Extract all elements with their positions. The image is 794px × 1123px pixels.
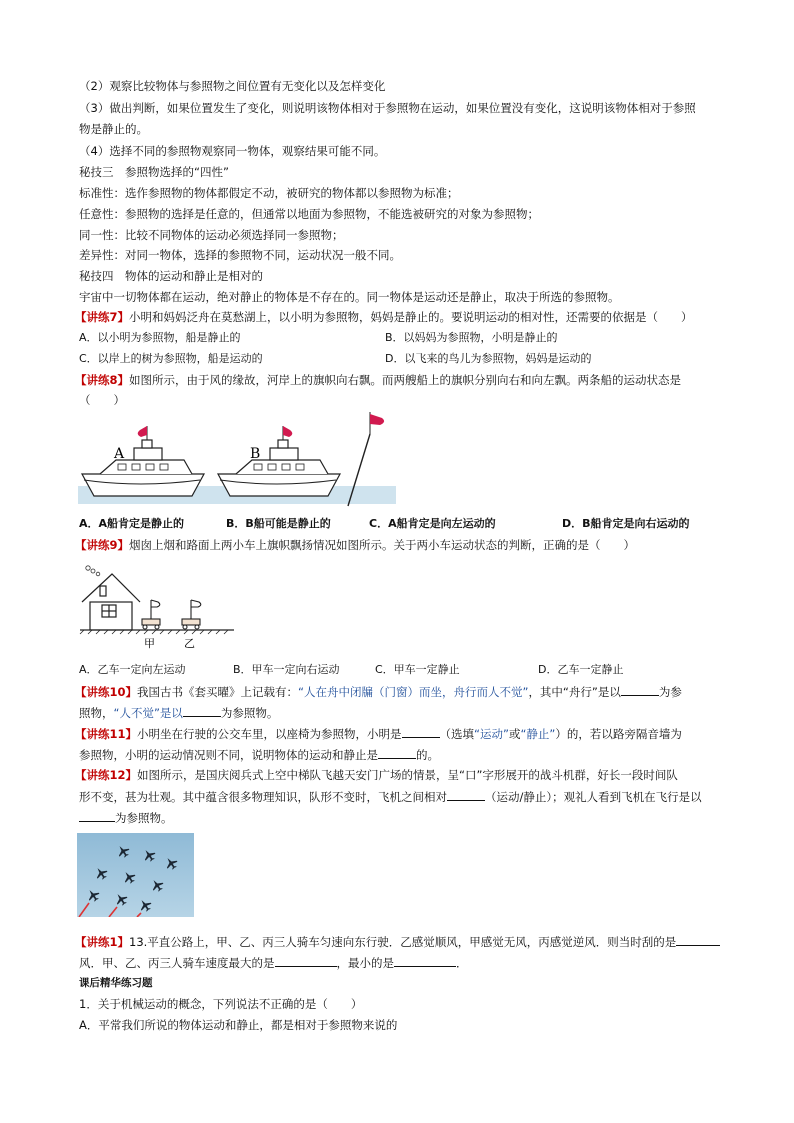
question-text: 的。 [416, 748, 439, 762]
answer-blank[interactable] [676, 933, 720, 946]
car-jia-label: 甲 [144, 637, 155, 650]
question-tag: 【讲练12】 [75, 768, 138, 782]
option-d: D．以飞来的鸟儿为参照物，妈妈是运动的 [385, 352, 592, 365]
question-text: 参照物，小明的运动情况则不同，说明物体的运动和静止是 [79, 748, 378, 762]
option-a: A．以小明为参照物，船是静止的 [79, 331, 241, 344]
question-text: 为参照物。 [115, 811, 173, 825]
answer-blank[interactable] [394, 954, 456, 967]
question-text: ）的，若以路旁隔音墙为 [555, 727, 682, 741]
text-line: 任意性：参照物的选择是任意的，但通常以地面为参照物，不能选被研究的对象为参照物； [79, 207, 539, 221]
answer-blank[interactable] [447, 788, 485, 801]
text-line: 标准性：选作参照物的物体都假定不动，被研究的物体都以参照物为标准； [79, 186, 459, 200]
quote-text: “静止” [520, 727, 556, 741]
option-c: C．A船肯定是向左运动的 [369, 517, 496, 530]
question-text: 为参 [658, 685, 682, 699]
question-text: ，其中“舟行”是以 [528, 685, 621, 699]
answer-blank[interactable] [183, 704, 221, 717]
section-heading: 秘技四 物体的运动和静止是相对的 [79, 269, 263, 283]
question-11 [75, 725, 682, 742]
question-text: 照物， [79, 706, 114, 720]
option-b: B．B船可能是静止的 [226, 517, 331, 530]
car-jia-flag [151, 600, 160, 607]
question-text: 形不变，甚为壮观。其中蕴含很多物理知识，队形不变时，飞机之间相对 [79, 790, 447, 804]
text-line: 物是静止的。 [79, 122, 148, 136]
question-text: ． [456, 956, 468, 970]
question-13-cont [79, 954, 468, 971]
option-a: A．平常我们所说的物体运动和静止，都是相对于参照物来说的 [79, 1018, 398, 1032]
option-a: A．A船肯定是静止的 [79, 517, 185, 530]
question-12 [75, 767, 678, 783]
answer-blank[interactable] [402, 725, 440, 738]
question-text: 烟囱上烟和路面上两小车上旗帜飘扬情况如图所示。关于两小车运动状态的判断，正确的是（ ） [129, 538, 636, 552]
text-line: （3）做出判断，如果位置发生了变化，则说明该物体相对于参照物在运动，如果位置没有变化，这说明该物体相对于参照 [79, 101, 696, 115]
question-text: 为参照物。 [220, 706, 279, 720]
ship-a-flag [138, 426, 147, 437]
question-8 [75, 372, 681, 388]
question-tag: 【讲练10】 [75, 685, 138, 699]
section-heading: 秘技三 参照物选择的“四性” [79, 165, 229, 179]
question-tag: 【讲练11】 [75, 727, 138, 741]
answer-blank[interactable] [79, 809, 115, 822]
exercise-heading: 课后精华练习题 [79, 977, 153, 989]
answer-blank[interactable] [378, 746, 416, 759]
answer-paren: （ ） [79, 393, 125, 407]
option-d: D．乙车一定静止 [538, 663, 624, 676]
question-text: 13.平直公路上，甲、乙、丙三人骑车匀速向东行驶．乙感觉顺风，甲感觉无风，丙感觉逆风．则当时刮的是 [129, 935, 677, 949]
ship-b-label: B [250, 446, 261, 462]
quote-text: “运动” [474, 727, 509, 741]
answer-blank[interactable] [275, 954, 337, 967]
question-7 [75, 309, 693, 325]
jets-photo [77, 833, 194, 917]
exercise-question-1: 1．关于机械运动的概念，下列说法不正确的是（ ） [79, 997, 363, 1011]
question-text: 小明和妈妈泛舟在莫愁湖上，以小明为参照物，妈妈是静止的。要说明运动的相对性，还需要的依据是（ ） [129, 310, 693, 324]
text-line: （4）选择不同的参照物观察同一物体，观察结果可能不同。 [79, 144, 386, 158]
question-10 [75, 683, 682, 700]
shore-flag [370, 414, 384, 425]
question-text: 风．甲、乙、丙三人骑车速度最大的是 [79, 956, 275, 970]
ships-figure [78, 410, 400, 508]
option-a: A．乙车一定向左运动 [79, 663, 186, 676]
car-jia [142, 600, 160, 629]
answer-blank[interactable] [621, 683, 659, 696]
question-text: 如图所示，由于风的缘故，河岸上的旗帜向右飘。而两艘船上的旗帜分别向右和向左飘。两条船的运动状态是 [129, 373, 682, 387]
text-line: 同一性：比较不同物体的运动必须选择同一参照物； [79, 228, 344, 242]
option-d: D．B船肯定是向右运动的 [562, 517, 690, 530]
question-text: ，最小的是 [336, 956, 394, 970]
text-line: 宇宙中一切物体都在运动，绝对静止的物体是不存在的。同一物体是运动还是静止，取决于所选的参照物。 [79, 290, 620, 304]
question-13 [75, 933, 720, 950]
question-tag: 【讲练7】 [75, 310, 130, 324]
house-cars-figure [78, 560, 238, 652]
question-text: （选填 [439, 727, 475, 741]
text-line: 差异性：对同一物体，选择的参照物不同，运动状况一般不同。 [79, 248, 401, 262]
quote-text: “人在舟中闭牖（门窗）而坐，舟行而人不觉” [298, 685, 529, 699]
question-text: 如图所示，是国庆阅兵式上空中梯队飞越天安门广场的情景，呈“口”字形展开的战斗机群，好长一段时间队 [137, 768, 678, 782]
question-text: 或 [508, 727, 521, 741]
house [82, 574, 140, 630]
quote-text: “人不觉”是以 [113, 706, 183, 720]
ship-b-flag [283, 426, 292, 437]
question-12-cont [79, 788, 702, 805]
question-tag: 【讲练8】 [75, 373, 130, 387]
car-yi-label: 乙 [184, 637, 195, 650]
question-10-cont [79, 704, 278, 721]
option-c: C．甲车一定静止 [375, 663, 460, 676]
option-c: C．以岸上的树为参照物，船是运动的 [79, 352, 263, 365]
ship-b [218, 426, 340, 496]
ship-a-label: A [114, 446, 125, 462]
question-text: （运动/静止）；观礼人看到飞机在飞行是以 [485, 790, 702, 804]
question-11-cont [79, 746, 439, 763]
option-b: B．以妈妈为参照物，小明是静止的 [385, 331, 558, 344]
option-b: B．甲车一定向右运动 [233, 663, 340, 676]
ship-a [82, 426, 204, 496]
text-line: （2）观察比较物体与参照物之间位置有无变化以及怎样变化 [79, 79, 386, 93]
question-tag: 【讲练9】 [75, 538, 130, 552]
question-12-cont [79, 809, 173, 826]
question-tag: 【讲练1】 [75, 935, 130, 949]
question-9 [75, 537, 635, 553]
car-yi-flag [191, 600, 201, 607]
question-text: 小明坐在行驶的公交车里，以座椅为参照物，小明是 [137, 727, 402, 741]
question-text: 我国古书《套买曜》上记载有： [137, 685, 299, 699]
car-yi [182, 600, 201, 629]
